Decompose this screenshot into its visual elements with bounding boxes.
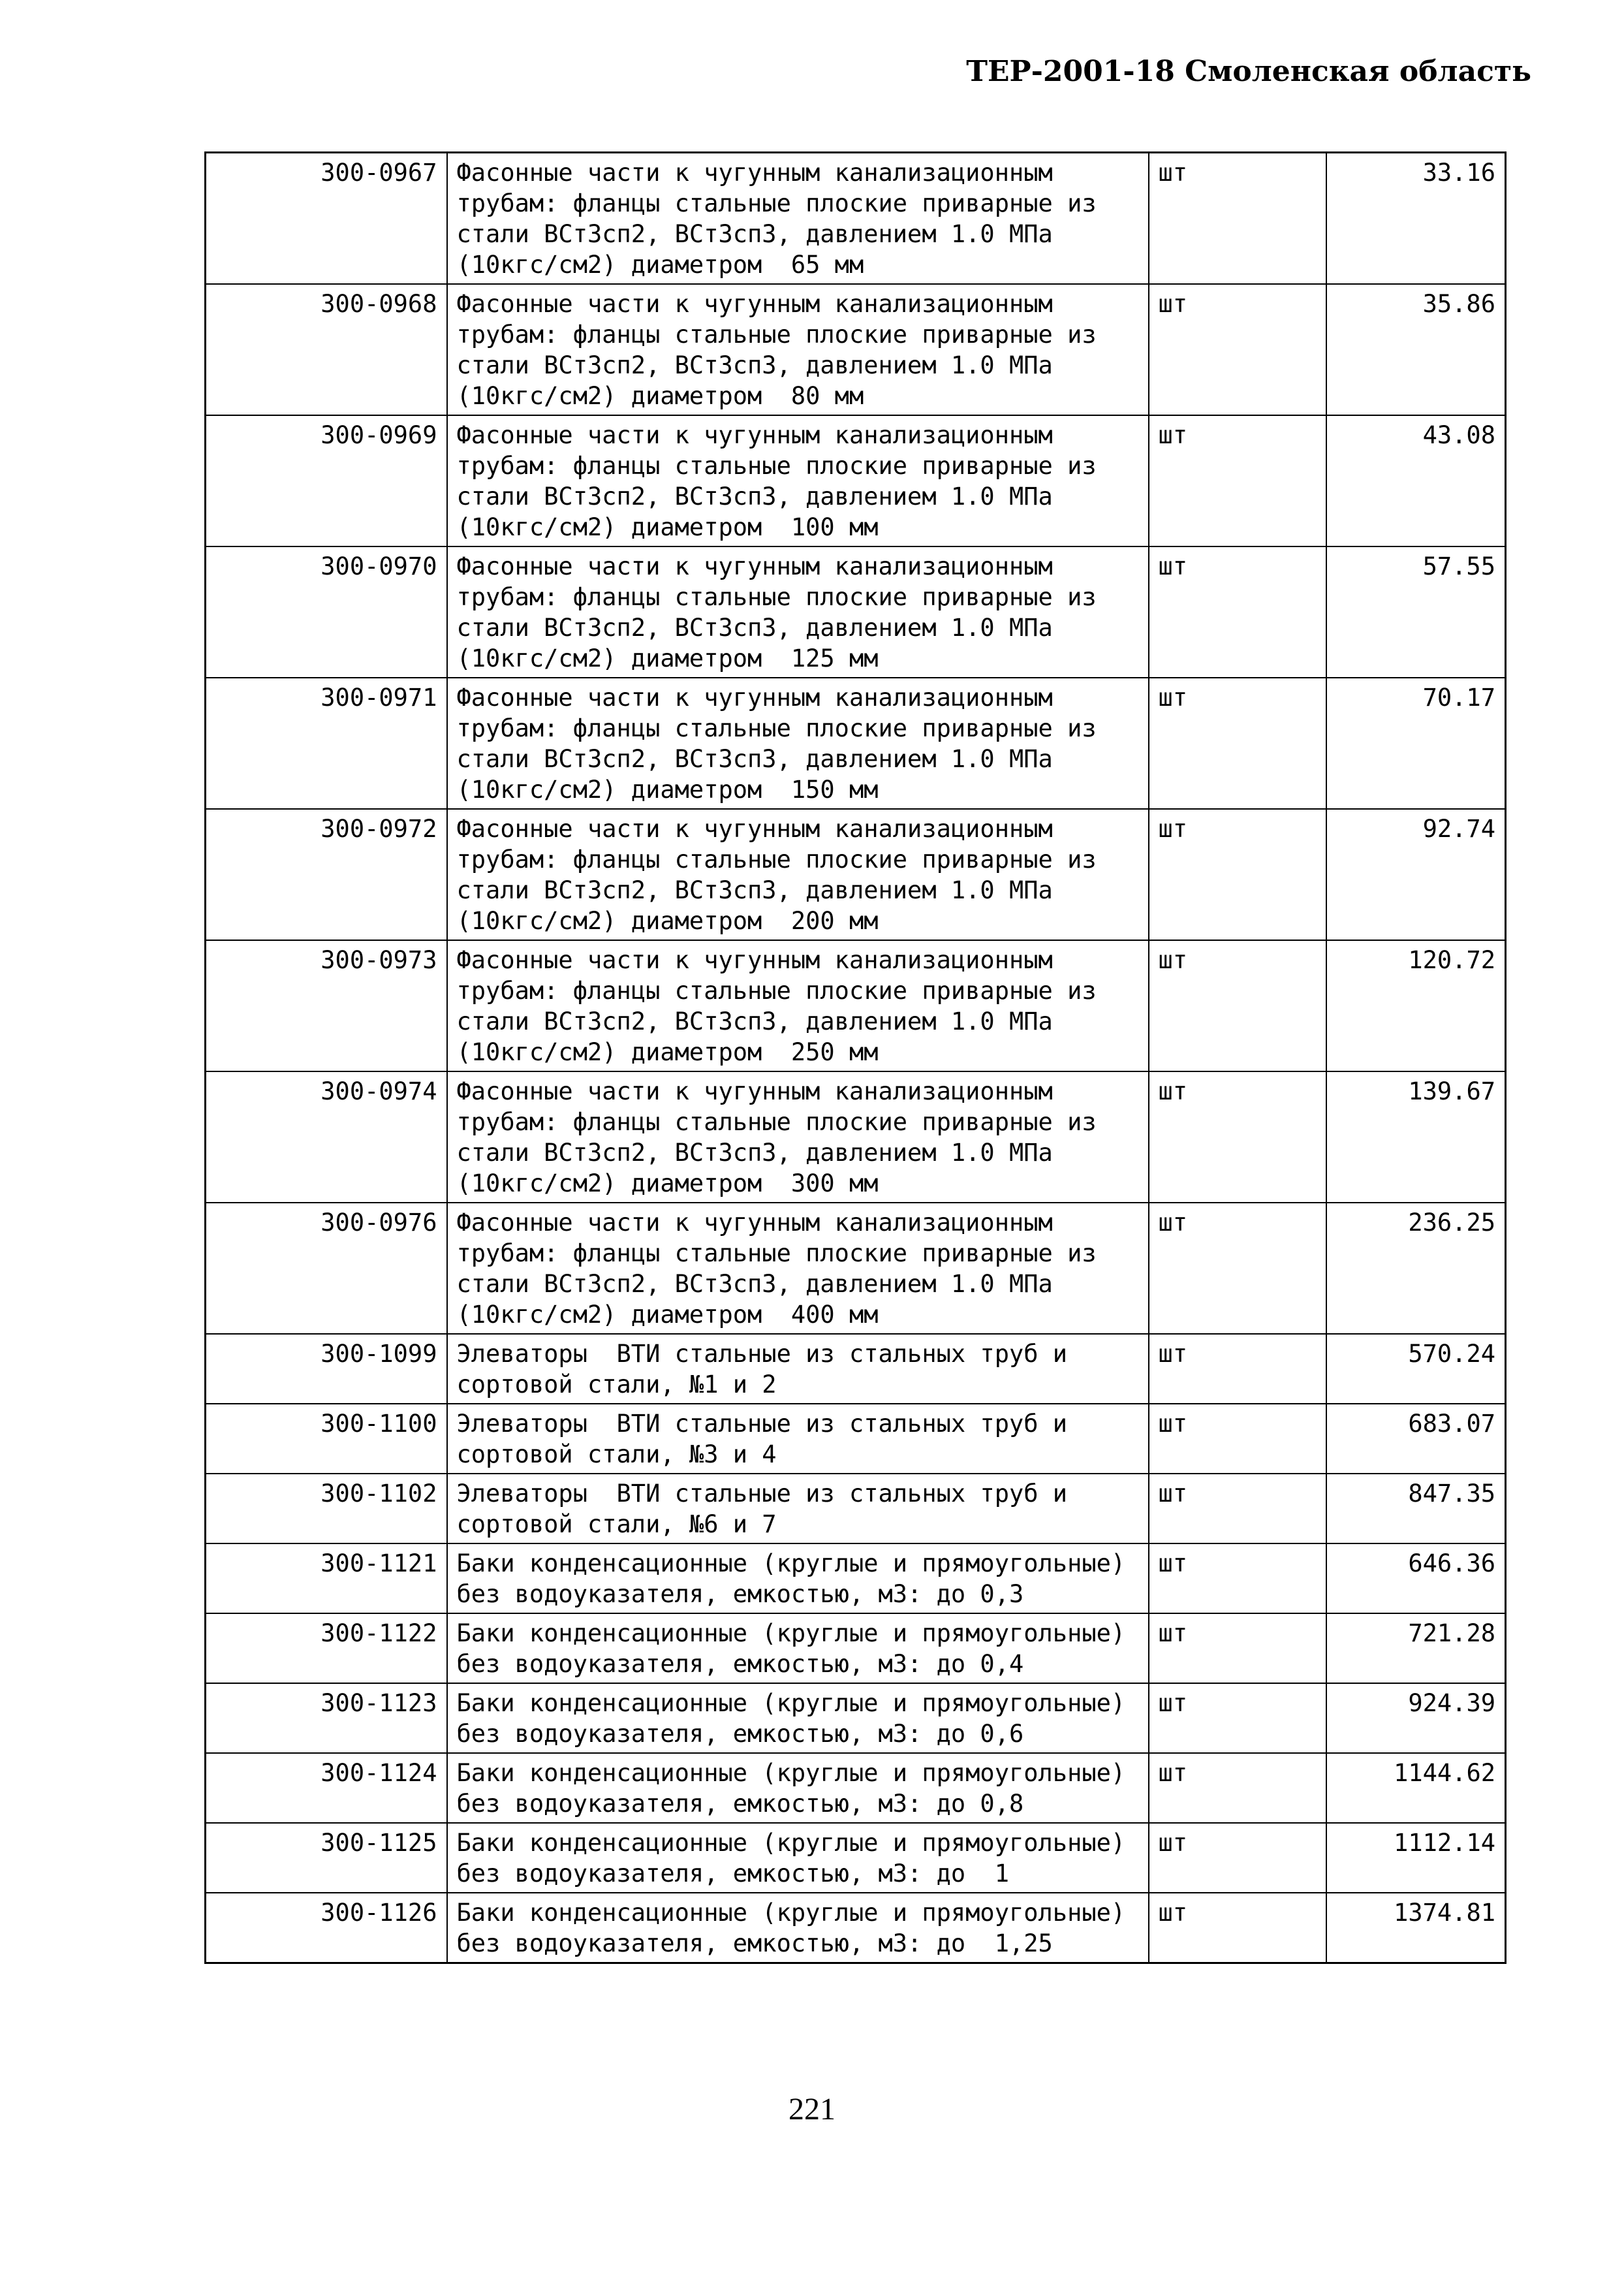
resource-description: Фасонные части к чугунным канализационным трубам: фланцы стальные плоские приварные из стали ВСт3сп2, ВСт3сп3, давлением 1.0 МПа (10кгс/см2) диаметром 100 мм [447, 415, 1149, 546]
unit-of-measure: шт [1149, 1203, 1326, 1334]
page-header-title: ТЕР-2001-18 Смоленская область [966, 55, 1531, 88]
table-row [206, 1404, 1506, 1474]
unit-of-measure: шт [1149, 1543, 1326, 1613]
resource-description: Фасонные части к чугунным канализационным трубам: фланцы стальные плоские приварные из стали ВСт3сп2, ВСт3сп3, давлением 1.0 МПа (10кгс/см2) диаметром 400 мм [447, 1203, 1149, 1334]
resource-code: 300-1125 [206, 1823, 447, 1893]
table-row [206, 678, 1506, 809]
table-row [206, 1334, 1506, 1404]
unit-price: 1112.14 [1326, 1823, 1506, 1893]
unit-price: 646.36 [1326, 1543, 1506, 1613]
resource-code: 300-1100 [206, 1404, 447, 1474]
unit-of-measure: шт [1149, 284, 1326, 415]
resource-description: Баки конденсационные (круглые и прямоугольные) без водоуказателя, емкостью, м3: до 0,3 [447, 1543, 1149, 1613]
resource-description: Баки конденсационные (круглые и прямоугольные) без водоуказателя, емкостью, м3: до 0,6 [447, 1683, 1149, 1753]
unit-price: 721.28 [1326, 1613, 1506, 1683]
resource-code: 300-1126 [206, 1893, 447, 1963]
unit-price: 1374.81 [1326, 1893, 1506, 1963]
resource-description: Баки конденсационные (круглые и прямоугольные) без водоуказателя, емкостью, м3: до 0,8 [447, 1753, 1149, 1823]
resource-code: 300-0972 [206, 809, 447, 940]
unit-price: 1144.62 [1326, 1753, 1506, 1823]
resource-description: Фасонные части к чугунным канализационным трубам: фланцы стальные плоские приварные из стали ВСт3сп2, ВСт3сп3, давлением 1.0 МПа (10кгс/см2) диаметром 150 мм [447, 678, 1149, 809]
resource-description: Элеваторы ВТИ стальные из стальных труб и сортовой стали, №1 и 2 [447, 1334, 1149, 1404]
resource-description: Элеваторы ВТИ стальные из стальных труб и сортовой стали, №3 и 4 [447, 1404, 1149, 1474]
table-row [206, 415, 1506, 546]
resource-description: Баки конденсационные (круглые и прямоугольные) без водоуказателя, емкостью, м3: до 0,4 [447, 1613, 1149, 1683]
table-row [206, 153, 1506, 285]
table-row [206, 1823, 1506, 1893]
unit-price: 92.74 [1326, 809, 1506, 940]
resource-code: 300-1121 [206, 1543, 447, 1613]
resource-description: Баки конденсационные (круглые и прямоугольные) без водоуказателя, емкостью, м3: до 1 [447, 1823, 1149, 1893]
resource-description: Фасонные части к чугунным канализационным трубам: фланцы стальные плоские приварные из стали ВСт3сп2, ВСт3сп3, давлением 1.0 МПа (10кгс/см2) диаметром 65 мм [447, 153, 1149, 285]
unit-of-measure: шт [1149, 1753, 1326, 1823]
table-row [206, 940, 1506, 1071]
price-table-body [206, 153, 1506, 1963]
unit-price: 683.07 [1326, 1404, 1506, 1474]
resource-description: Фасонные части к чугунным канализационным трубам: фланцы стальные плоские приварные из стали ВСт3сп2, ВСт3сп3, давлением 1.0 МПа (10кгс/см2) диаметром 125 мм [447, 546, 1149, 678]
table-row [206, 1683, 1506, 1753]
unit-of-measure: шт [1149, 678, 1326, 809]
table-row [206, 1543, 1506, 1613]
unit-of-measure: шт [1149, 1823, 1326, 1893]
resource-code: 300-1099 [206, 1334, 447, 1404]
resource-code: 300-1124 [206, 1753, 447, 1823]
unit-price: 847.35 [1326, 1474, 1506, 1543]
page-number: 221 [789, 2092, 835, 2127]
unit-of-measure: шт [1149, 1071, 1326, 1203]
resource-code: 300-0971 [206, 678, 447, 809]
resource-description: Фасонные части к чугунным канализационным трубам: фланцы стальные плоские приварные из стали ВСт3сп2, ВСт3сп3, давлением 1.0 МПа (10кгс/см2) диаметром 250 мм [447, 940, 1149, 1071]
unit-price: 35.86 [1326, 284, 1506, 415]
resource-code: 300-0974 [206, 1071, 447, 1203]
resource-code: 300-0969 [206, 415, 447, 546]
unit-price: 236.25 [1326, 1203, 1506, 1334]
resource-code: 300-1102 [206, 1474, 447, 1543]
unit-of-measure: шт [1149, 1474, 1326, 1543]
resource-description: Элеваторы ВТИ стальные из стальных труб и сортовой стали, №6 и 7 [447, 1474, 1149, 1543]
unit-price: 139.67 [1326, 1071, 1506, 1203]
resource-description: Фасонные части к чугунным канализационным трубам: фланцы стальные плоские приварные из стали ВСт3сп2, ВСт3сп3, давлением 1.0 МПа (10кгс/см2) диаметром 300 мм [447, 1071, 1149, 1203]
table-row [206, 284, 1506, 415]
unit-of-measure: шт [1149, 415, 1326, 546]
resource-code: 300-0968 [206, 284, 447, 415]
unit-of-measure: шт [1149, 546, 1326, 678]
unit-price: 43.08 [1326, 415, 1506, 546]
resource-description: Фасонные части к чугунным канализационным трубам: фланцы стальные плоские приварные из стали ВСт3сп2, ВСт3сп3, давлением 1.0 МПа (10кгс/см2) диаметром 80 мм [447, 284, 1149, 415]
resource-code: 300-1123 [206, 1683, 447, 1753]
resource-code: 300-0973 [206, 940, 447, 1071]
unit-of-measure: шт [1149, 153, 1326, 285]
unit-of-measure: шт [1149, 1893, 1326, 1963]
table-row [206, 1474, 1506, 1543]
table-row [206, 1071, 1506, 1203]
unit-price: 57.55 [1326, 546, 1506, 678]
resource-code: 300-0970 [206, 546, 447, 678]
unit-price: 33.16 [1326, 153, 1506, 285]
unit-price: 70.17 [1326, 678, 1506, 809]
resource-description: Фасонные части к чугунным канализационным трубам: фланцы стальные плоские приварные из стали ВСт3сп2, ВСт3сп3, давлением 1.0 МПа (10кгс/см2) диаметром 200 мм [447, 809, 1149, 940]
resource-code: 300-1122 [206, 1613, 447, 1683]
unit-of-measure: шт [1149, 1683, 1326, 1753]
resource-description: Баки конденсационные (круглые и прямоугольные) без водоуказателя, емкостью, м3: до 1,25 [447, 1893, 1149, 1963]
unit-of-measure: шт [1149, 1404, 1326, 1474]
unit-price: 924.39 [1326, 1683, 1506, 1753]
table-row [206, 1613, 1506, 1683]
resource-code: 300-0976 [206, 1203, 447, 1334]
unit-of-measure: шт [1149, 809, 1326, 940]
table-row [206, 1893, 1506, 1963]
unit-price: 570.24 [1326, 1334, 1506, 1404]
table-row [206, 1203, 1506, 1334]
table-row [206, 1753, 1506, 1823]
table-row [206, 809, 1506, 940]
unit-of-measure: шт [1149, 1334, 1326, 1404]
unit-price: 120.72 [1326, 940, 1506, 1071]
unit-of-measure: шт [1149, 940, 1326, 1071]
price-table [204, 151, 1507, 1964]
resource-code: 300-0967 [206, 153, 447, 285]
table-row [206, 546, 1506, 678]
unit-of-measure: шт [1149, 1613, 1326, 1683]
